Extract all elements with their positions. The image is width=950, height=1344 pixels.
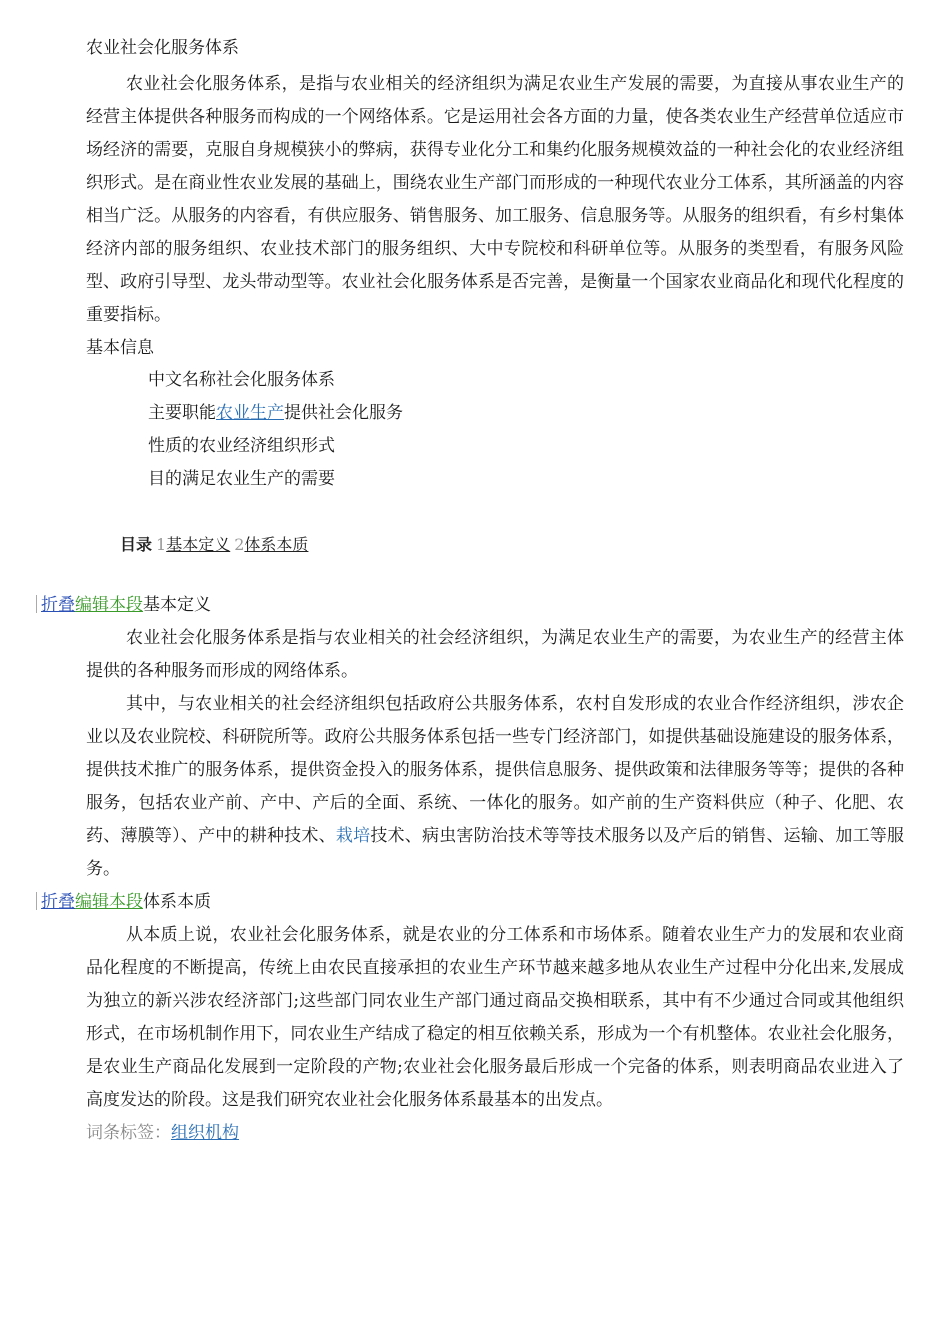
agri-production-link[interactable]: 农业生产 [216,403,284,423]
info-main-function [148,401,403,425]
document-title: 农业社会化服务体系 [86,38,239,58]
toc-item-basic-definition[interactable]: 基本定义 [166,535,231,554]
toc-label: 目录 [120,535,153,554]
info-nature: 性质的农业经济组织形式 [148,436,335,456]
info-function-prefix: 主要职能 [148,403,216,423]
entry-tags [86,1121,239,1145]
basic-info-heading: 基本信息 [86,338,154,358]
cultivation-link[interactable]: 栽培 [335,826,371,846]
edit-section-link[interactable]: 编辑本段 [75,892,143,912]
section-title: 基本定义 [143,595,211,615]
toc-num-1: 1 [156,535,167,554]
section-divider [36,595,37,613]
definition-text-before: 其中，与农业相关的社会经济组织包括政府公共服务体系，农村自发形成的农业合作经济组织，涉农企业以及农业院校、科研院所等。政府公共服务体系包括一些专门经济部门，如提供基础设施建设的服务体系，提供技术推广的服务体系，提供资金投入的服务体系，提供信息服务、提供政策和法律服务等等；提供的各种服务，包括农业产前、产中、产后的全面、系统、一体化的服务。如产前的生产资料供应（种子、化肥、农药、薄膜等）、产中的耕种技术、 [86,694,904,846]
edit-section-link[interactable]: 编辑本段 [75,595,143,615]
info-function-suffix: 提供社会化服务 [284,403,403,423]
section-divider [36,892,37,910]
section-head-basic-definition [36,593,211,617]
tags-label: 词条标签： [86,1123,171,1143]
definition-paragraph-1: 农业社会化服务体系是指与农业相关的社会经济组织，为满足农业生产的需要，为农业生产的经营主体提供的各种服务而形成的网络体系。 [86,628,904,681]
info-purpose: 目的满足农业生产的需要 [148,469,335,489]
section-title: 体系本质 [143,892,211,912]
definition-paragraph-2 [86,688,904,886]
toc-num-2: 2 [234,535,245,554]
section-head-system-essence [36,890,211,914]
toc-item-system-essence[interactable]: 体系本质 [244,535,309,554]
tag-link-organization[interactable]: 组织机构 [171,1123,239,1143]
fold-link[interactable]: 折叠 [41,892,75,912]
fold-link[interactable]: 折叠 [41,595,75,615]
essence-paragraph: 从本质上说，农业社会化服务体系，就是农业的分工体系和市场体系。随着农业生产力的发展和农业商品化程度的不断提高，传统上由农民直接承担的农业生产环节越来越多地从农业生产过程中分化出来,发展成为独立的新兴涉农经济部门;这些部门同农业生产部门通过商品交换相联系，其中有不少通过合同或其他组织形式，在市场机制作用下，同农业生产结成了稳定的相互依赖关系，形成为一个有机整体。农业社会化服务，是农业生产商品化发展到一定阶段的产物;农业社会化服务最后形成一个完备的体系，则表明商品农业进入了高度发达的阶段。这是我们研究农业社会化服务体系最基本的出发点。 [86,925,904,1110]
info-chinese-name: 中文名称社会化服务体系 [148,370,335,390]
intro-paragraph: 农业社会化服务体系，是指与农业相关的经济组织为满足农业生产发展的需要，为直接从事农业生产的经营主体提供各种服务而构成的一个网络体系。它是运用社会各方面的力量，使各类农业生产经营单位适应市场经济的需要，克服自身规模狭小的弊病，获得专业化分工和集约化服务规模效益的一种社会化的农业经济组织形式。是在商业性农业发展的基础上，围绕农业生产部门而形成的一种现代农业分工体系，其所涵盖的内容相当广泛。从服务的内容看，有供应服务、销售服务、加工服务、信息服务等。从服务的组织看，有乡村集体经济内部的服务组织、农业技术部门的服务组织、大中专院校和科研单位等。从服务的类型看，有服务风险型、政府引导型、龙头带动型等。农业社会化服务体系是否完善，是衡量一个国家农业商品化和现代化程度的重要指标。 [86,74,904,325]
definition-text-after: 技术、病虫害防治技术等等技术服务以及产后的销售、运输、加工等服务。 [86,826,905,879]
table-of-contents [120,533,308,557]
